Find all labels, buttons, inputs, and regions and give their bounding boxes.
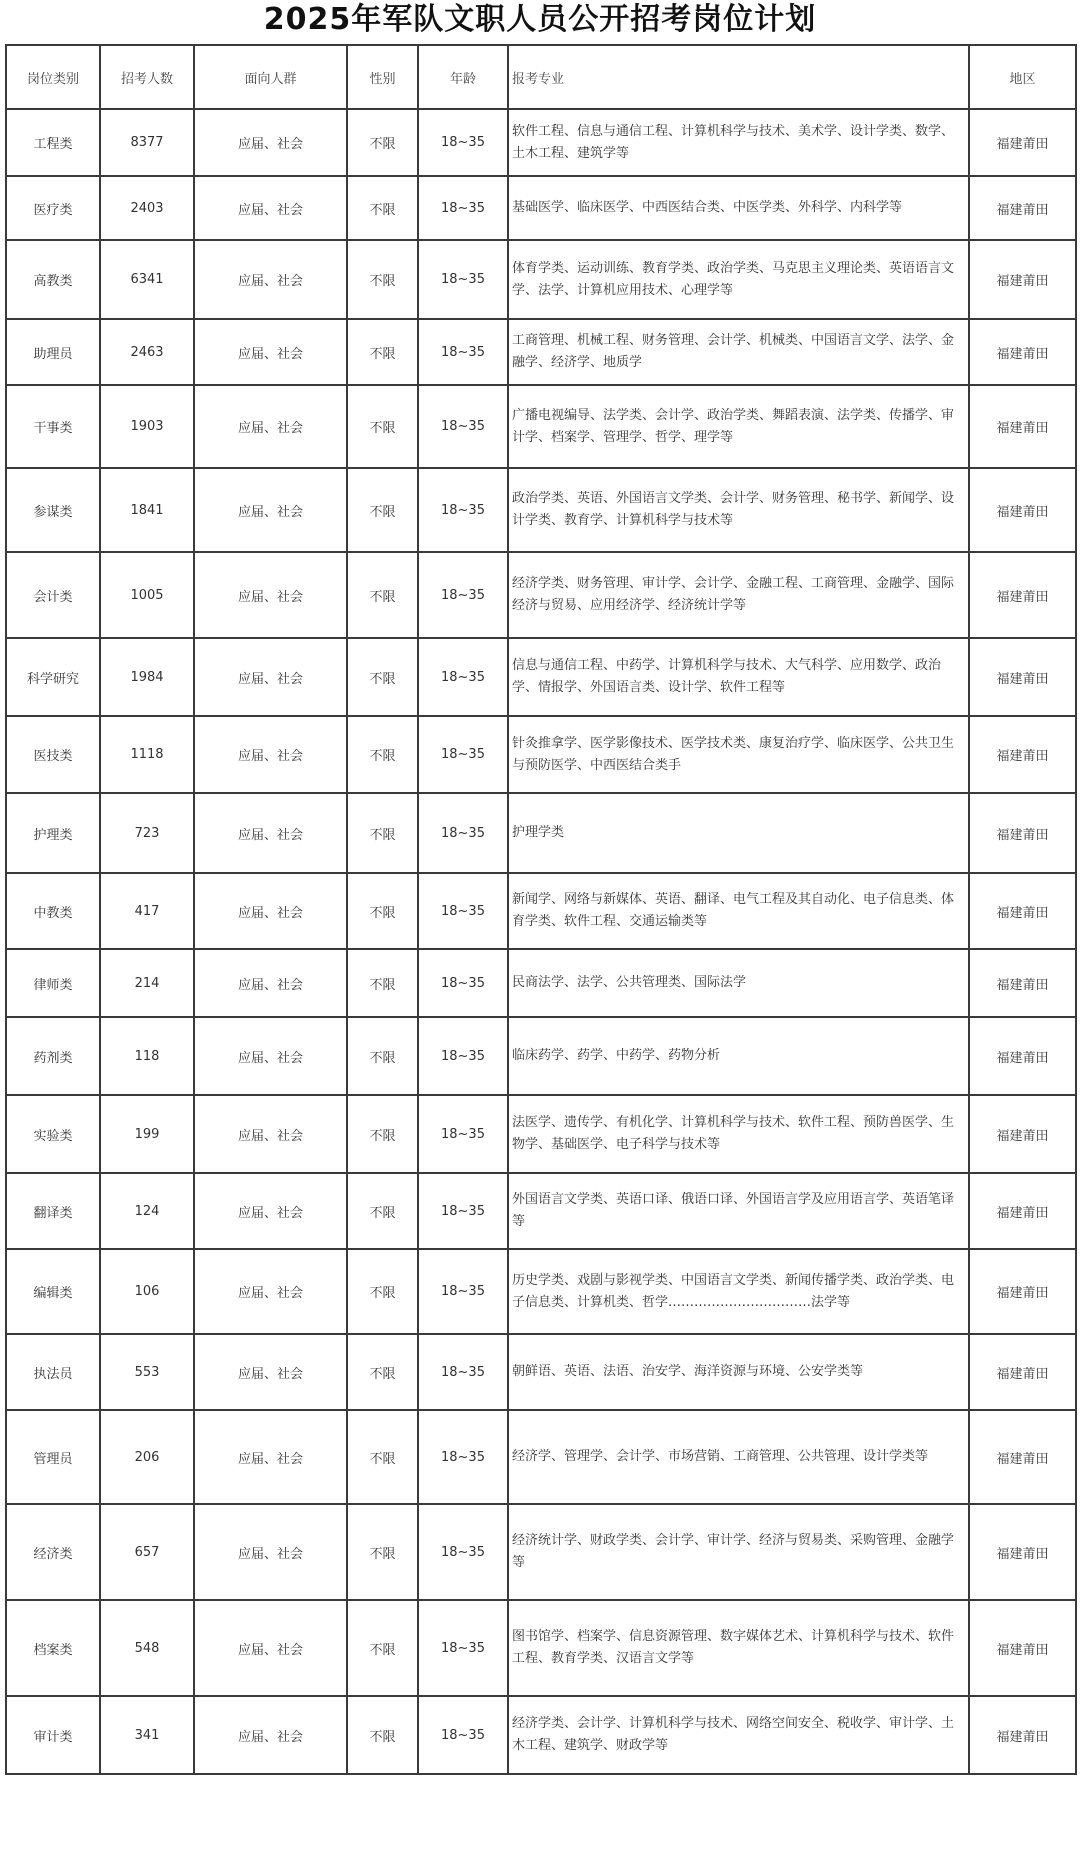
cell-age: 18~35 xyxy=(418,793,508,873)
table-row xyxy=(6,1334,1076,1410)
cell-gender: 不限 xyxy=(347,240,418,319)
cell-majors: 信息与通信工程、中药学、计算机科学与技术、大气科学、应用数学、政治学、情报学、外国语言类、设计学、软件工程等 xyxy=(508,638,969,716)
cell-majors: 新闻学、网络与新媒体、英语、翻译、电气工程及其自动化、电子信息类、体育学类、软件工程、交通运输类等 xyxy=(508,873,969,949)
table-row xyxy=(6,1095,1076,1173)
cell-audience: 应届、社会 xyxy=(194,1173,347,1249)
cell-audience: 应届、社会 xyxy=(194,949,347,1017)
table-row xyxy=(6,1504,1076,1600)
cell-gender: 不限 xyxy=(347,1600,418,1696)
cell-category: 参谋类 xyxy=(6,468,100,552)
cell-age: 18~35 xyxy=(418,1095,508,1173)
cell-audience: 应届、社会 xyxy=(194,468,347,552)
cell-count: 6341 xyxy=(100,240,194,319)
cell-audience: 应届、社会 xyxy=(194,1504,347,1600)
cell-majors: 针灸推拿学、医学影像技术、医学技术类、康复治疗学、临床医学、公共卫生与预防医学、中西医结合类手 xyxy=(508,716,969,793)
table-row xyxy=(6,240,1076,319)
cell-count: 1841 xyxy=(100,468,194,552)
cell-majors: 临床药学、药学、中药学、药物分析 xyxy=(508,1017,969,1095)
cell-majors: 经济学、管理学、会计学、市场营销、工商管理、公共管理、设计学类等 xyxy=(508,1410,969,1504)
table-row xyxy=(6,109,1076,176)
cell-count: 8377 xyxy=(100,109,194,176)
cell-region: 福建莆田 xyxy=(969,1410,1076,1504)
header-audience: 面向人群 xyxy=(194,45,347,109)
cell-age: 18~35 xyxy=(418,1017,508,1095)
cell-gender: 不限 xyxy=(347,1334,418,1410)
cell-category: 审计类 xyxy=(6,1696,100,1774)
cell-gender: 不限 xyxy=(347,1017,418,1095)
cell-region: 福建莆田 xyxy=(969,716,1076,793)
cell-age: 18~35 xyxy=(418,319,508,385)
cell-region: 福建莆田 xyxy=(969,468,1076,552)
cell-count: 214 xyxy=(100,949,194,1017)
cell-category: 实验类 xyxy=(6,1095,100,1173)
cell-count: 553 xyxy=(100,1334,194,1410)
cell-age: 18~35 xyxy=(418,949,508,1017)
cell-count: 118 xyxy=(100,1017,194,1095)
cell-gender: 不限 xyxy=(347,716,418,793)
cell-audience: 应届、社会 xyxy=(194,552,347,638)
cell-gender: 不限 xyxy=(347,873,418,949)
cell-region: 福建莆田 xyxy=(969,873,1076,949)
cell-count: 1903 xyxy=(100,385,194,468)
cell-gender: 不限 xyxy=(347,949,418,1017)
cell-age: 18~35 xyxy=(418,552,508,638)
table-row xyxy=(6,176,1076,240)
cell-gender: 不限 xyxy=(347,319,418,385)
cell-majors: 体育学类、运动训练、教育学类、政治学类、马克思主义理论类、英语语言文学、法学、计算机应用技术、心理学等 xyxy=(508,240,969,319)
cell-region: 福建莆田 xyxy=(969,109,1076,176)
table-row xyxy=(6,1696,1076,1774)
cell-majors: 护理学类 xyxy=(508,793,969,873)
cell-count: 341 xyxy=(100,1696,194,1774)
table-row xyxy=(6,1600,1076,1696)
table-row xyxy=(6,1249,1076,1334)
cell-audience: 应届、社会 xyxy=(194,1249,347,1334)
cell-audience: 应届、社会 xyxy=(194,385,347,468)
cell-gender: 不限 xyxy=(347,793,418,873)
cell-age: 18~35 xyxy=(418,1504,508,1600)
cell-category: 执法员 xyxy=(6,1334,100,1410)
table-body xyxy=(6,109,1076,1774)
cell-gender: 不限 xyxy=(347,1173,418,1249)
cell-audience: 应届、社会 xyxy=(194,1696,347,1774)
cell-majors: 经济统计学、财政学类、会计学、审计学、经济与贸易类、采购管理、金融学等 xyxy=(508,1504,969,1600)
header-gender: 性别 xyxy=(347,45,418,109)
cell-region: 福建莆田 xyxy=(969,1334,1076,1410)
cell-majors: 外国语言文学类、英语口译、俄语口译、外国语言学及应用语言学、英语笔译等 xyxy=(508,1173,969,1249)
cell-age: 18~35 xyxy=(418,109,508,176)
header-age: 年龄 xyxy=(418,45,508,109)
header-region: 地区 xyxy=(969,45,1076,109)
cell-gender: 不限 xyxy=(347,1095,418,1173)
cell-region: 福建莆田 xyxy=(969,793,1076,873)
cell-category: 高教类 xyxy=(6,240,100,319)
cell-gender: 不限 xyxy=(347,109,418,176)
table-row xyxy=(6,873,1076,949)
table-row xyxy=(6,793,1076,873)
cell-majors: 政治学类、英语、外国语言文学类、会计学、财务管理、秘书学、新闻学、设计学类、教育学、计算机科学与技术等 xyxy=(508,468,969,552)
cell-gender: 不限 xyxy=(347,1410,418,1504)
cell-region: 福建莆田 xyxy=(969,552,1076,638)
cell-majors: 历史学类、戏剧与影视学类、中国语言文学类、新闻传播学类、政治学类、电子信息类、计算机类、哲学……………………………法学等 xyxy=(508,1249,969,1334)
cell-gender: 不限 xyxy=(347,1696,418,1774)
cell-age: 18~35 xyxy=(418,1696,508,1774)
cell-age: 18~35 xyxy=(418,240,508,319)
cell-category: 护理类 xyxy=(6,793,100,873)
cell-region: 福建莆田 xyxy=(969,1249,1076,1334)
cell-region: 福建莆田 xyxy=(969,240,1076,319)
cell-audience: 应届、社会 xyxy=(194,176,347,240)
cell-gender: 不限 xyxy=(347,385,418,468)
cell-age: 18~35 xyxy=(418,716,508,793)
cell-count: 2403 xyxy=(100,176,194,240)
cell-gender: 不限 xyxy=(347,638,418,716)
table-row xyxy=(6,1173,1076,1249)
cell-category: 医疗类 xyxy=(6,176,100,240)
cell-count: 199 xyxy=(100,1095,194,1173)
cell-category: 编辑类 xyxy=(6,1249,100,1334)
header-count: 招考人数 xyxy=(100,45,194,109)
cell-audience: 应届、社会 xyxy=(194,793,347,873)
cell-majors: 民商法学、法学、公共管理类、国际法学 xyxy=(508,949,969,1017)
cell-gender: 不限 xyxy=(347,1249,418,1334)
cell-gender: 不限 xyxy=(347,468,418,552)
cell-category: 助理员 xyxy=(6,319,100,385)
cell-age: 18~35 xyxy=(418,385,508,468)
header-majors: 报考专业 xyxy=(508,45,969,109)
cell-age: 18~35 xyxy=(418,176,508,240)
cell-audience: 应届、社会 xyxy=(194,1334,347,1410)
cell-gender: 不限 xyxy=(347,176,418,240)
cell-audience: 应届、社会 xyxy=(194,240,347,319)
cell-category: 会计类 xyxy=(6,552,100,638)
cell-category: 律师类 xyxy=(6,949,100,1017)
cell-count: 1118 xyxy=(100,716,194,793)
table-row xyxy=(6,949,1076,1017)
cell-category: 管理员 xyxy=(6,1410,100,1504)
cell-majors: 经济学类、会计学、计算机科学与技术、网络空间安全、税收学、审计学、土木工程、建筑学、财政学等 xyxy=(508,1696,969,1774)
table-row xyxy=(6,552,1076,638)
cell-age: 18~35 xyxy=(418,468,508,552)
cell-gender: 不限 xyxy=(347,552,418,638)
table-row xyxy=(6,319,1076,385)
cell-count: 124 xyxy=(100,1173,194,1249)
cell-region: 福建莆田 xyxy=(969,319,1076,385)
cell-majors: 基础医学、临床医学、中西医结合类、中医学类、外科学、内科学等 xyxy=(508,176,969,240)
table-row xyxy=(6,1410,1076,1504)
cell-majors: 广播电视编导、法学类、会计学、政治学类、舞蹈表演、法学类、传播学、审计学、档案学、管理学、哲学、理学等 xyxy=(508,385,969,468)
cell-region: 福建莆田 xyxy=(969,638,1076,716)
cell-age: 18~35 xyxy=(418,1173,508,1249)
cell-majors: 法医学、遗传学、有机化学、计算机科学与技术、软件工程、预防兽医学、生物学、基础医学、电子科学与技术等 xyxy=(508,1095,969,1173)
cell-count: 106 xyxy=(100,1249,194,1334)
cell-category: 药剂类 xyxy=(6,1017,100,1095)
cell-category: 档案类 xyxy=(6,1600,100,1696)
cell-region: 福建莆田 xyxy=(969,1017,1076,1095)
table-row xyxy=(6,468,1076,552)
cell-audience: 应届、社会 xyxy=(194,319,347,385)
page-title: 2025年军队文职人员公开招考岗位计划 xyxy=(263,2,817,37)
cell-age: 18~35 xyxy=(418,638,508,716)
cell-audience: 应届、社会 xyxy=(194,1600,347,1696)
table-header-row xyxy=(6,45,1076,109)
cell-count: 206 xyxy=(100,1410,194,1504)
cell-count: 657 xyxy=(100,1504,194,1600)
cell-count: 548 xyxy=(100,1600,194,1696)
cell-category: 医技类 xyxy=(6,716,100,793)
cell-gender: 不限 xyxy=(347,1504,418,1600)
cell-category: 工程类 xyxy=(6,109,100,176)
cell-category: 干事类 xyxy=(6,385,100,468)
table-row xyxy=(6,1017,1076,1095)
cell-category: 科学研究 xyxy=(6,638,100,716)
cell-category: 经济类 xyxy=(6,1504,100,1600)
cell-age: 18~35 xyxy=(418,1334,508,1410)
cell-category: 中教类 xyxy=(6,873,100,949)
cell-audience: 应届、社会 xyxy=(194,638,347,716)
cell-audience: 应届、社会 xyxy=(194,716,347,793)
table-row xyxy=(6,716,1076,793)
cell-region: 福建莆田 xyxy=(969,385,1076,468)
cell-audience: 应届、社会 xyxy=(194,1017,347,1095)
cell-region: 福建莆田 xyxy=(969,176,1076,240)
cell-region: 福建莆田 xyxy=(969,1696,1076,1774)
table-row xyxy=(6,638,1076,716)
cell-count: 1984 xyxy=(100,638,194,716)
cell-majors: 工商管理、机械工程、财务管理、会计学、机械类、中国语言文学、法学、金融学、经济学、地质学 xyxy=(508,319,969,385)
header-category: 岗位类别 xyxy=(6,45,100,109)
cell-category: 翻译类 xyxy=(6,1173,100,1249)
cell-audience: 应届、社会 xyxy=(194,873,347,949)
cell-region: 福建莆田 xyxy=(969,1173,1076,1249)
cell-majors: 软件工程、信息与通信工程、计算机科学与技术、美术学、设计学类、数学、土木工程、建筑学等 xyxy=(508,109,969,176)
cell-region: 福建莆田 xyxy=(969,949,1076,1017)
cell-region: 福建莆田 xyxy=(969,1600,1076,1696)
cell-audience: 应届、社会 xyxy=(194,1410,347,1504)
cell-count: 417 xyxy=(100,873,194,949)
cell-age: 18~35 xyxy=(418,873,508,949)
cell-count: 723 xyxy=(100,793,194,873)
cell-majors: 朝鲜语、英语、法语、治安学、海洋资源与环境、公安学类等 xyxy=(508,1334,969,1410)
cell-age: 18~35 xyxy=(418,1249,508,1334)
cell-age: 18~35 xyxy=(418,1600,508,1696)
cell-count: 1005 xyxy=(100,552,194,638)
cell-region: 福建莆田 xyxy=(969,1095,1076,1173)
table-row xyxy=(6,385,1076,468)
cell-audience: 应届、社会 xyxy=(194,109,347,176)
cell-majors: 图书馆学、档案学、信息资源管理、数字媒体艺术、计算机科学与技术、软件工程、教育学类、汉语言文学等 xyxy=(508,1600,969,1696)
cell-age: 18~35 xyxy=(418,1410,508,1504)
cell-audience: 应届、社会 xyxy=(194,1095,347,1173)
cell-region: 福建莆田 xyxy=(969,1504,1076,1600)
cell-count: 2463 xyxy=(100,319,194,385)
cell-majors: 经济学类、财务管理、审计学、会计学、金融工程、工商管理、金融学、国际经济与贸易、应用经济学、经济统计学等 xyxy=(508,552,969,638)
recruitment-table xyxy=(5,44,1077,1775)
